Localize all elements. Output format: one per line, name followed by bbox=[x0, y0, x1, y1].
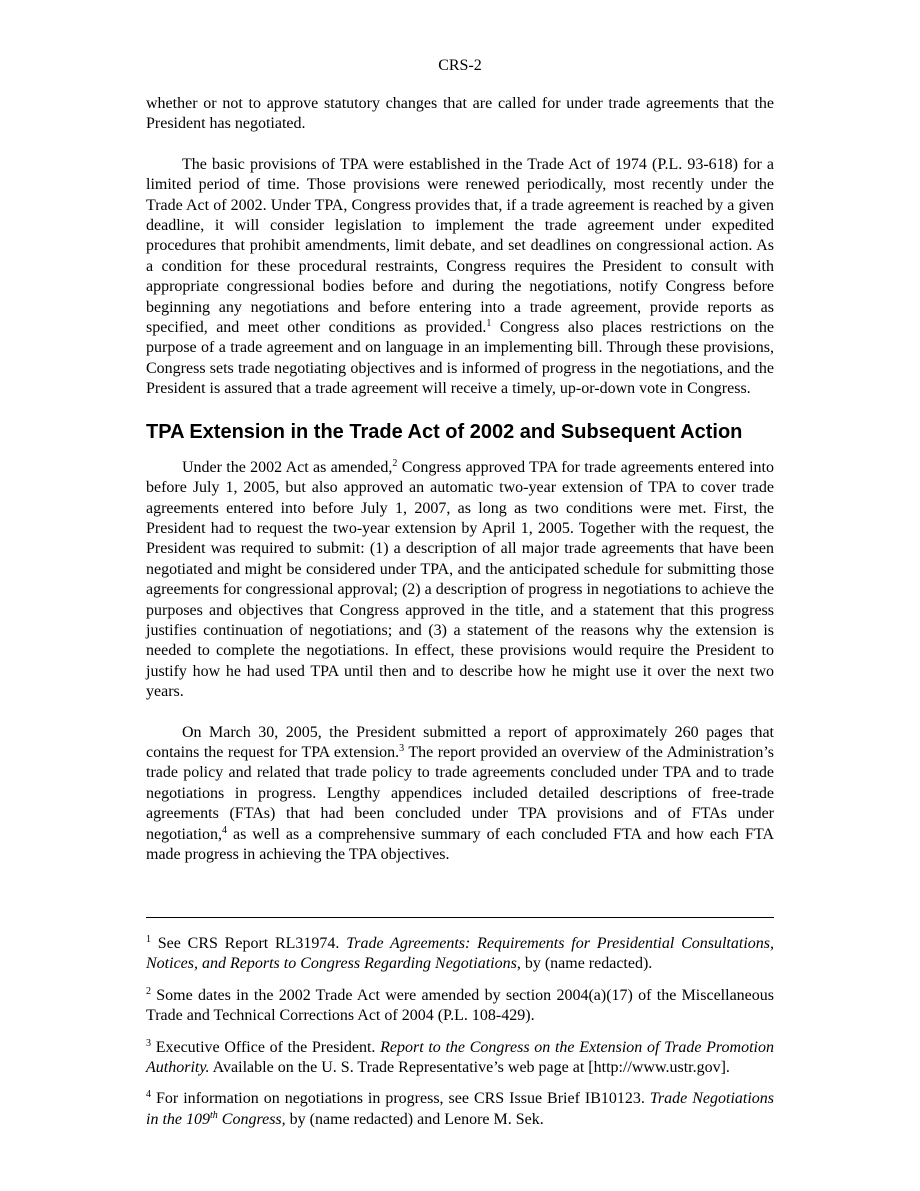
section-heading: TPA Extension in the Trade Act of 2002 and Subsequent Action bbox=[146, 420, 743, 443]
footnote-1: $^1$ See CRS Report RL31974. Trade Agreements: Requirements for Presidential Consultations, Notices, and Reports to Congress Regarding Negotiations, by (name redacted). bbox=[146, 934, 774, 973]
footnote-3-title: Report to the Congress on the Extension of Trade Promotion Authority. bbox=[146, 1038, 774, 1077]
footnote-2: $^2$ Some dates in the 2002 Trade Act were amended by section 2004(a)(17) of the Miscellaneous Trade and Technical Corrections Act of 2004 (P.L. 108-429). bbox=[146, 985, 774, 1025]
paragraph-3: Under the 2002 Act as amended,$^2$ Congress approved TPA for trade agreements entered into before July 1, 2005, but also approved an automatic two-year extension of TPA to cover trade agreements entered into before July 1, 2007, as long as two conditions were met. First, the President had to request the two-year extension by April 1, 2005. Together with the request, the President was required to submit: (1) a description of all major trade agreements that have been negotiated and might be considered under TPA, and the anticipated schedule for submitting those agreements for congressional approval; (2) a description of progress in negotiations to achieve the purposes and objectives that Congress approved in the title, and a statement that this progress justifies continuation of negotiations; and (3) a statement of the reasons why the extension is needed to complete the negotiations. In effect, these provisions would require the President to justify how he had used TPA until then and to describe how he might use it over the next two years. bbox=[146, 457, 775, 701]
footnote-divider bbox=[146, 917, 774, 918]
footnote-3: $^3$ Executive Office of the President. Report to the Congress on the Extension of Trade Promotion Authority. Available on the U. S. Trade Representative’s web page at [http://www.ustr.gov]. bbox=[146, 1037, 774, 1077]
paragraph-4: On March 30, 2005, the President submitted a report of approximately 260 pages that contains the request for TPA extension.$^3$ The report provided an overview of the Administration’s trade policy and related that trade policy to trade agreements concluded under TPA and to trade negotiations in progress. Lengthy appendices included detailed descriptions of free-trade agreements (FTAs) that had been concluded under TPA provisions and of FTAs under negotiation,$^4$ as well as a comprehensive summary of each concluded FTA and how each FTA made progress in achieving the TPA objectives. bbox=[146, 723, 774, 863]
footnote-ref-2[interactable]: 2 bbox=[392, 457, 398, 469]
footnote-1-title: Trade Agreements: Requirements for Presidential Consultations, Notices, and Reports to Congress Regarding Negotiations bbox=[146, 935, 774, 973]
page-number-header: CRS-2 bbox=[438, 57, 482, 74]
footnote-4-title: Trade Negotiations in the 109th Congress, bbox=[146, 1090, 775, 1128]
footnote-ref-3[interactable]: 3 bbox=[399, 742, 405, 754]
footnotes bbox=[146, 934, 774, 1141]
paragraph-1: whether or not to approve statutory changes that are called for under trade agreements that the President has negotiated. bbox=[146, 95, 774, 133]
body-text bbox=[146, 94, 774, 885]
footnote-ref-1[interactable]: 1 bbox=[486, 318, 492, 330]
paragraph-2: The basic provisions of TPA were established in the Trade Act of 1974 (P.L. 93-618) for a limited period of time. Those provisions were renewed periodically, most recently under the Trade Act of 2002. Under TPA, Congress provides that, if a trade agreement is reached by a given deadline, it will consider legislation to implement the trade agreement under expedited procedures that prohibit amendments, limit debate, and set deadlines on congressional action. As a condition for these procedural restraints, Congress requires the President to consult with appropriate congressional bodies before and during the negotiations, notify Congress before beginning any negotiations and before entering into a trade agreement, provide reports as specified, and meet other conditions as provided.$^1$ Congress also places restrictions on the purpose of a trade agreement and on language in an implementing bill. Through these provisions, Congress sets trade negotiating objectives and is informed of progress in the negotiations, and the President is assured that a trade agreement will receive a timely, up-or-down vote in Congress. bbox=[146, 155, 775, 398]
footnote-4: $^4$ For information on negotiations in progress, see CRS Issue Brief IB10123. Trade Negotiations in the 109th Congress, by (name redacted) and Lenore M. Sek. bbox=[146, 1089, 775, 1128]
footnote-ref-4[interactable]: 4 bbox=[221, 824, 227, 836]
